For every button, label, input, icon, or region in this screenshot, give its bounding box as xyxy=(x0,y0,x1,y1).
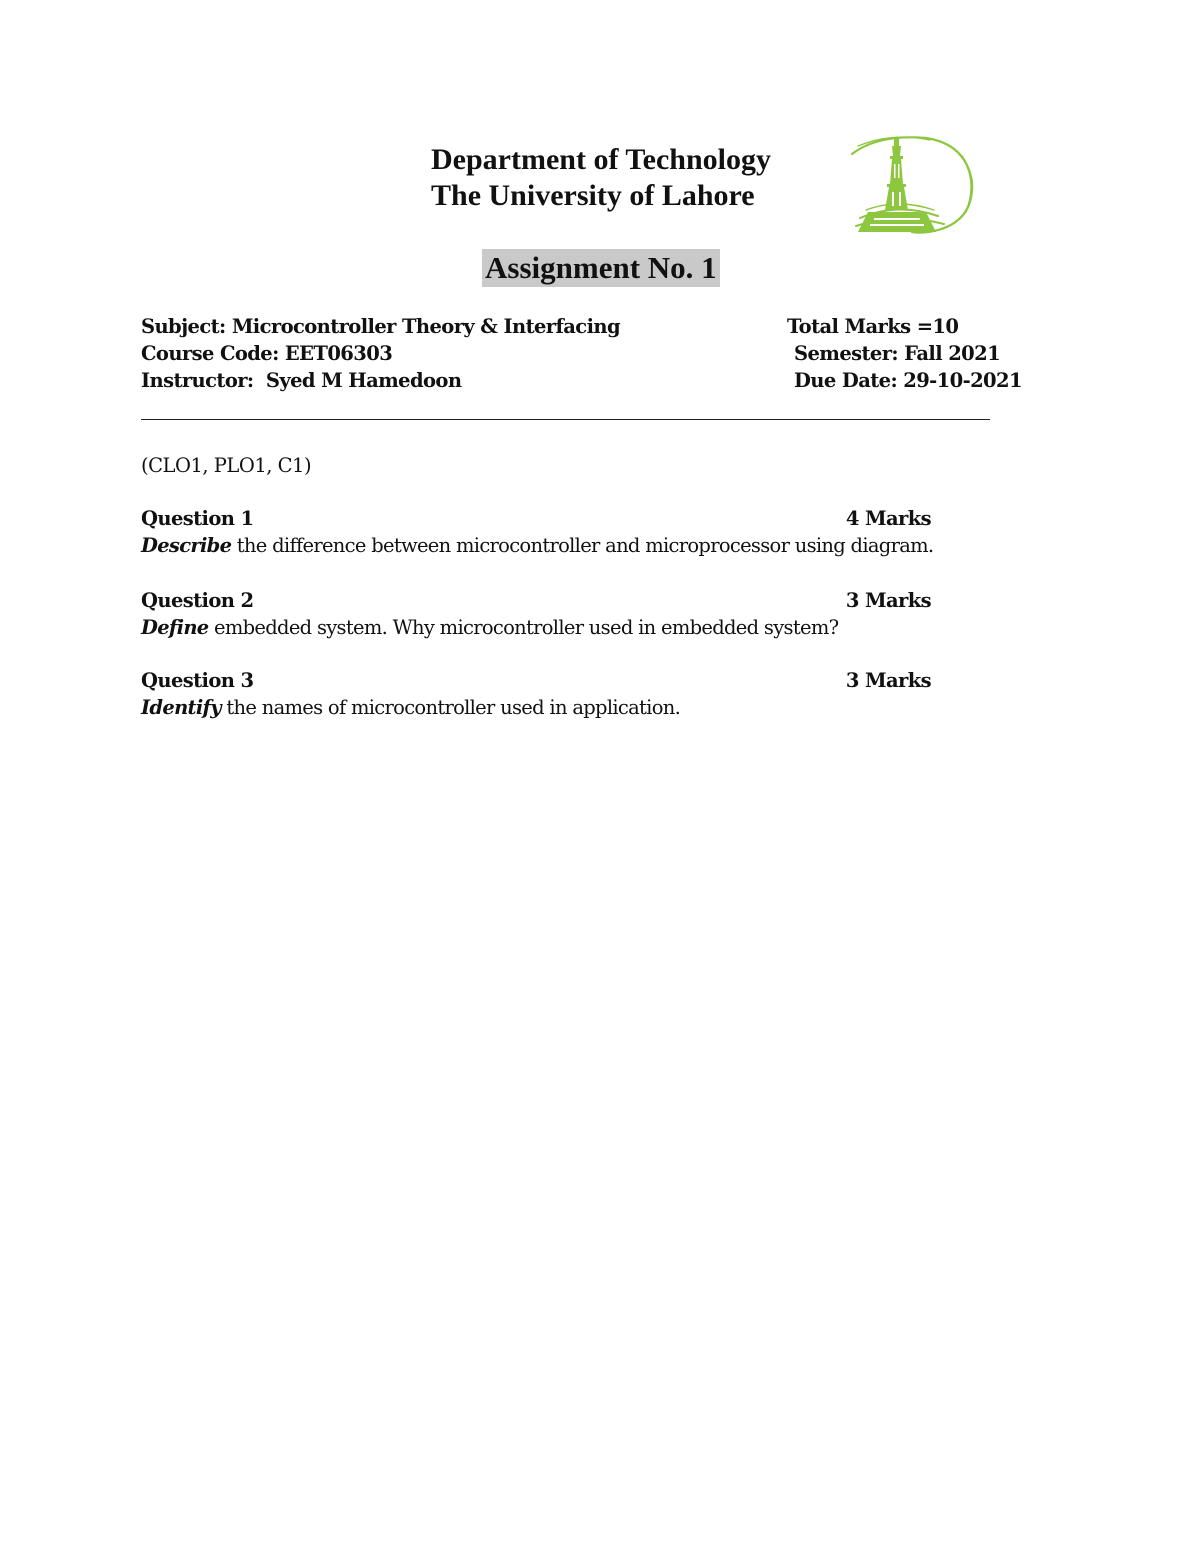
question-body: the difference between microcontroller and microprocessor using diagram. xyxy=(231,534,934,557)
question-marks: 3 Marks xyxy=(845,589,931,612)
course-code-label: Course Code: EET06303 xyxy=(141,342,393,365)
question-title: Question 3 xyxy=(141,669,254,692)
question-body: embedded system. Why microcontroller used in embedded system? xyxy=(208,616,839,639)
header-title xyxy=(431,142,771,214)
question-verb: Identify xyxy=(141,696,221,719)
university-name: The University of Lahore xyxy=(431,179,755,212)
clo-tag: (CLO1, PLO1, C1) xyxy=(141,454,312,477)
question-marks: 3 Marks xyxy=(845,669,931,692)
question-title: Question 1 xyxy=(141,507,254,530)
question-marks: 4 Marks xyxy=(845,507,931,530)
department-name: Department of Technology xyxy=(431,143,771,176)
question-verb: Describe xyxy=(141,534,232,557)
question-2-text xyxy=(141,614,838,641)
due-date-label: Due Date: 29-10-2021 xyxy=(794,369,1022,392)
question-1-text xyxy=(141,532,933,559)
semester-label: Semester: Fall 2021 xyxy=(794,342,1001,365)
question-body: the names of microcontroller used in application. xyxy=(220,696,681,719)
instructor-label: Instructor: Syed M Hamedoon xyxy=(141,369,462,392)
question-1-header xyxy=(141,505,931,532)
total-marks-label: Total Marks =10 xyxy=(787,315,959,338)
question-title: Question 2 xyxy=(141,589,254,612)
question-3-header xyxy=(141,667,931,694)
subject-label: Subject: Microcontroller Theory & Interfacing xyxy=(141,315,620,338)
header-divider xyxy=(141,419,990,420)
question-2-header xyxy=(141,587,931,614)
assignment-title: Assignment No. 1 xyxy=(482,249,720,287)
minar-e-pakistan-logo-icon xyxy=(838,132,978,238)
question-verb: Define xyxy=(141,616,209,639)
question-3-text xyxy=(141,694,680,721)
